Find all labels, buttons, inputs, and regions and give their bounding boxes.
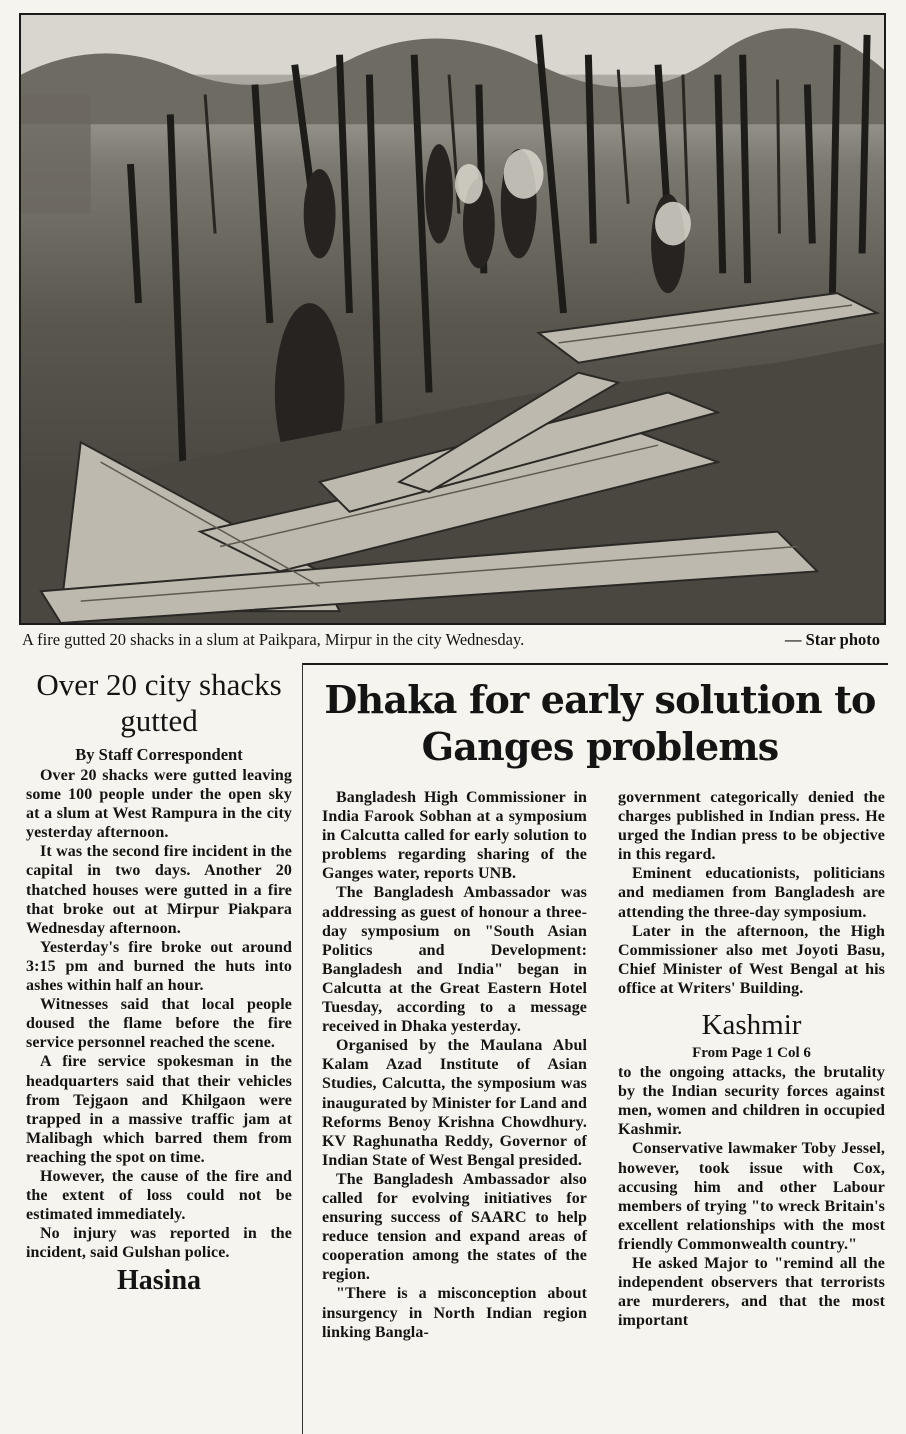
left-story	[26, 667, 292, 1296]
paragraph: to the ongoing attacks, the brutality by the Indian security forces against men, women and children in occupied Kashmir.	[618, 1064, 885, 1139]
paragraph: Eminent educationists, politicians and mediamen from Bangladesh are attending the three-day symposium.	[618, 865, 885, 921]
paragraph: Yesterday's fire broke out around 3:15 pm and burned the huts into ashes within half an hour.	[26, 938, 292, 995]
fire-aftermath-image	[21, 15, 884, 623]
paragraph: A fire service spokesman in the headquarters said that their vehicles from Tejgaon and Khilgaon were trapped in a massive traffic jam at Malibagh which barred them from reaching the spot on time.	[26, 1053, 292, 1166]
paragraph: He asked Major to "remind all the independent observers that terrorists are murderers, and that the most important	[618, 1254, 885, 1330]
paragraph: Witnesses said that local people doused the flame before the fire service personnel reached the scene.	[26, 996, 292, 1052]
main-story-headline: Dhaka for early solution to Ganges problems	[324, 677, 876, 769]
column-rule-horizontal	[302, 663, 888, 665]
photo-credit: — Star photo	[784, 630, 880, 649]
paragraph: "There is a misconception about insurgency in North Indian region linking Bangla-	[322, 1285, 587, 1341]
paragraph: Conservative lawmaker Toby Jessel, however, took issue with Cox, accusing him and other Labour members of trying "to wreck Britain's excellent relationships with the most friendly Commonwealth country."	[618, 1140, 885, 1253]
next-story-headline: Hasina	[116, 1265, 202, 1297]
paragraph: Bangladesh High Commissioner in India Farook Sobhan at a symposium in Calcutta called for early solution to problems regarding sharing of the Ganges water, reports UNB.	[322, 789, 587, 883]
paragraph: No injury was reported in the incident, said Gulshan police.	[26, 1225, 292, 1262]
photo-caption	[22, 629, 880, 651]
paragraph: However, the cause of the fire and the extent of loss could not be estimated immediately.	[26, 1167, 292, 1224]
paragraph: The Bangladesh Ambassador also called for evolving initiatives for ensuring success of SAARC to help reduce tension and expand areas of cooperation among the states of the region.	[322, 1170, 587, 1284]
left-story-byline: By Staff Correspondent	[75, 745, 243, 764]
kashmir-body	[618, 1063, 885, 1330]
paragraph: Later in the afternoon, the High Commissioner also met Joyoti Basu, Chief Minister of West Bengal at his office at Writers' Building.	[618, 922, 885, 997]
caption-text: A fire gutted 20 shacks in a slum at Paikpara, Mirpur in the city Wednesday.	[22, 630, 525, 649]
left-story-body	[26, 766, 292, 1262]
main-story-column-1	[322, 788, 587, 1342]
paragraph: The Bangladesh Ambassador was addressing as guest of honour a three-day symposium on "South Asian Politics and Development: Bangladesh and India" began in Calcutta at the Great Eastern Hotel Tuesday, according to a message received in Dhaka yesterday.	[322, 884, 587, 1036]
news-photo	[19, 13, 886, 625]
left-story-headline: Over 20 city shacks gutted	[36, 667, 282, 738]
main-story-column-2	[618, 788, 885, 1330]
paragraph: It was the second fire incident in the capital in two days. Another 20 thatched houses were gutted in a fire that broke out at Mirpur Piakpara Wednesday afternoon.	[26, 843, 292, 937]
paragraph: government categorically denied the charges published in Indian press. He urged the Indian press to be objective in this regard.	[618, 789, 885, 864]
paragraph: Organised by the Maulana Abul Kalam Azad Institute of Asian Studies, Calcutta, the symposium was inaugurated by Minister for Land and Reforms Benoy Krishna Chowdhury. KV Raghunatha Reddy, Governor of Indian State of West Bengal presided.	[322, 1037, 587, 1169]
kashmir-headline: Kashmir	[701, 1009, 802, 1042]
column-rule-vertical	[302, 663, 303, 1434]
paragraph: Over 20 shacks were gutted leaving some 100 people under the open sky at a slum at West Rampura in the city yesterday afternoon.	[26, 767, 292, 842]
continuation-note: From Page 1 Col 6	[692, 1045, 811, 1062]
